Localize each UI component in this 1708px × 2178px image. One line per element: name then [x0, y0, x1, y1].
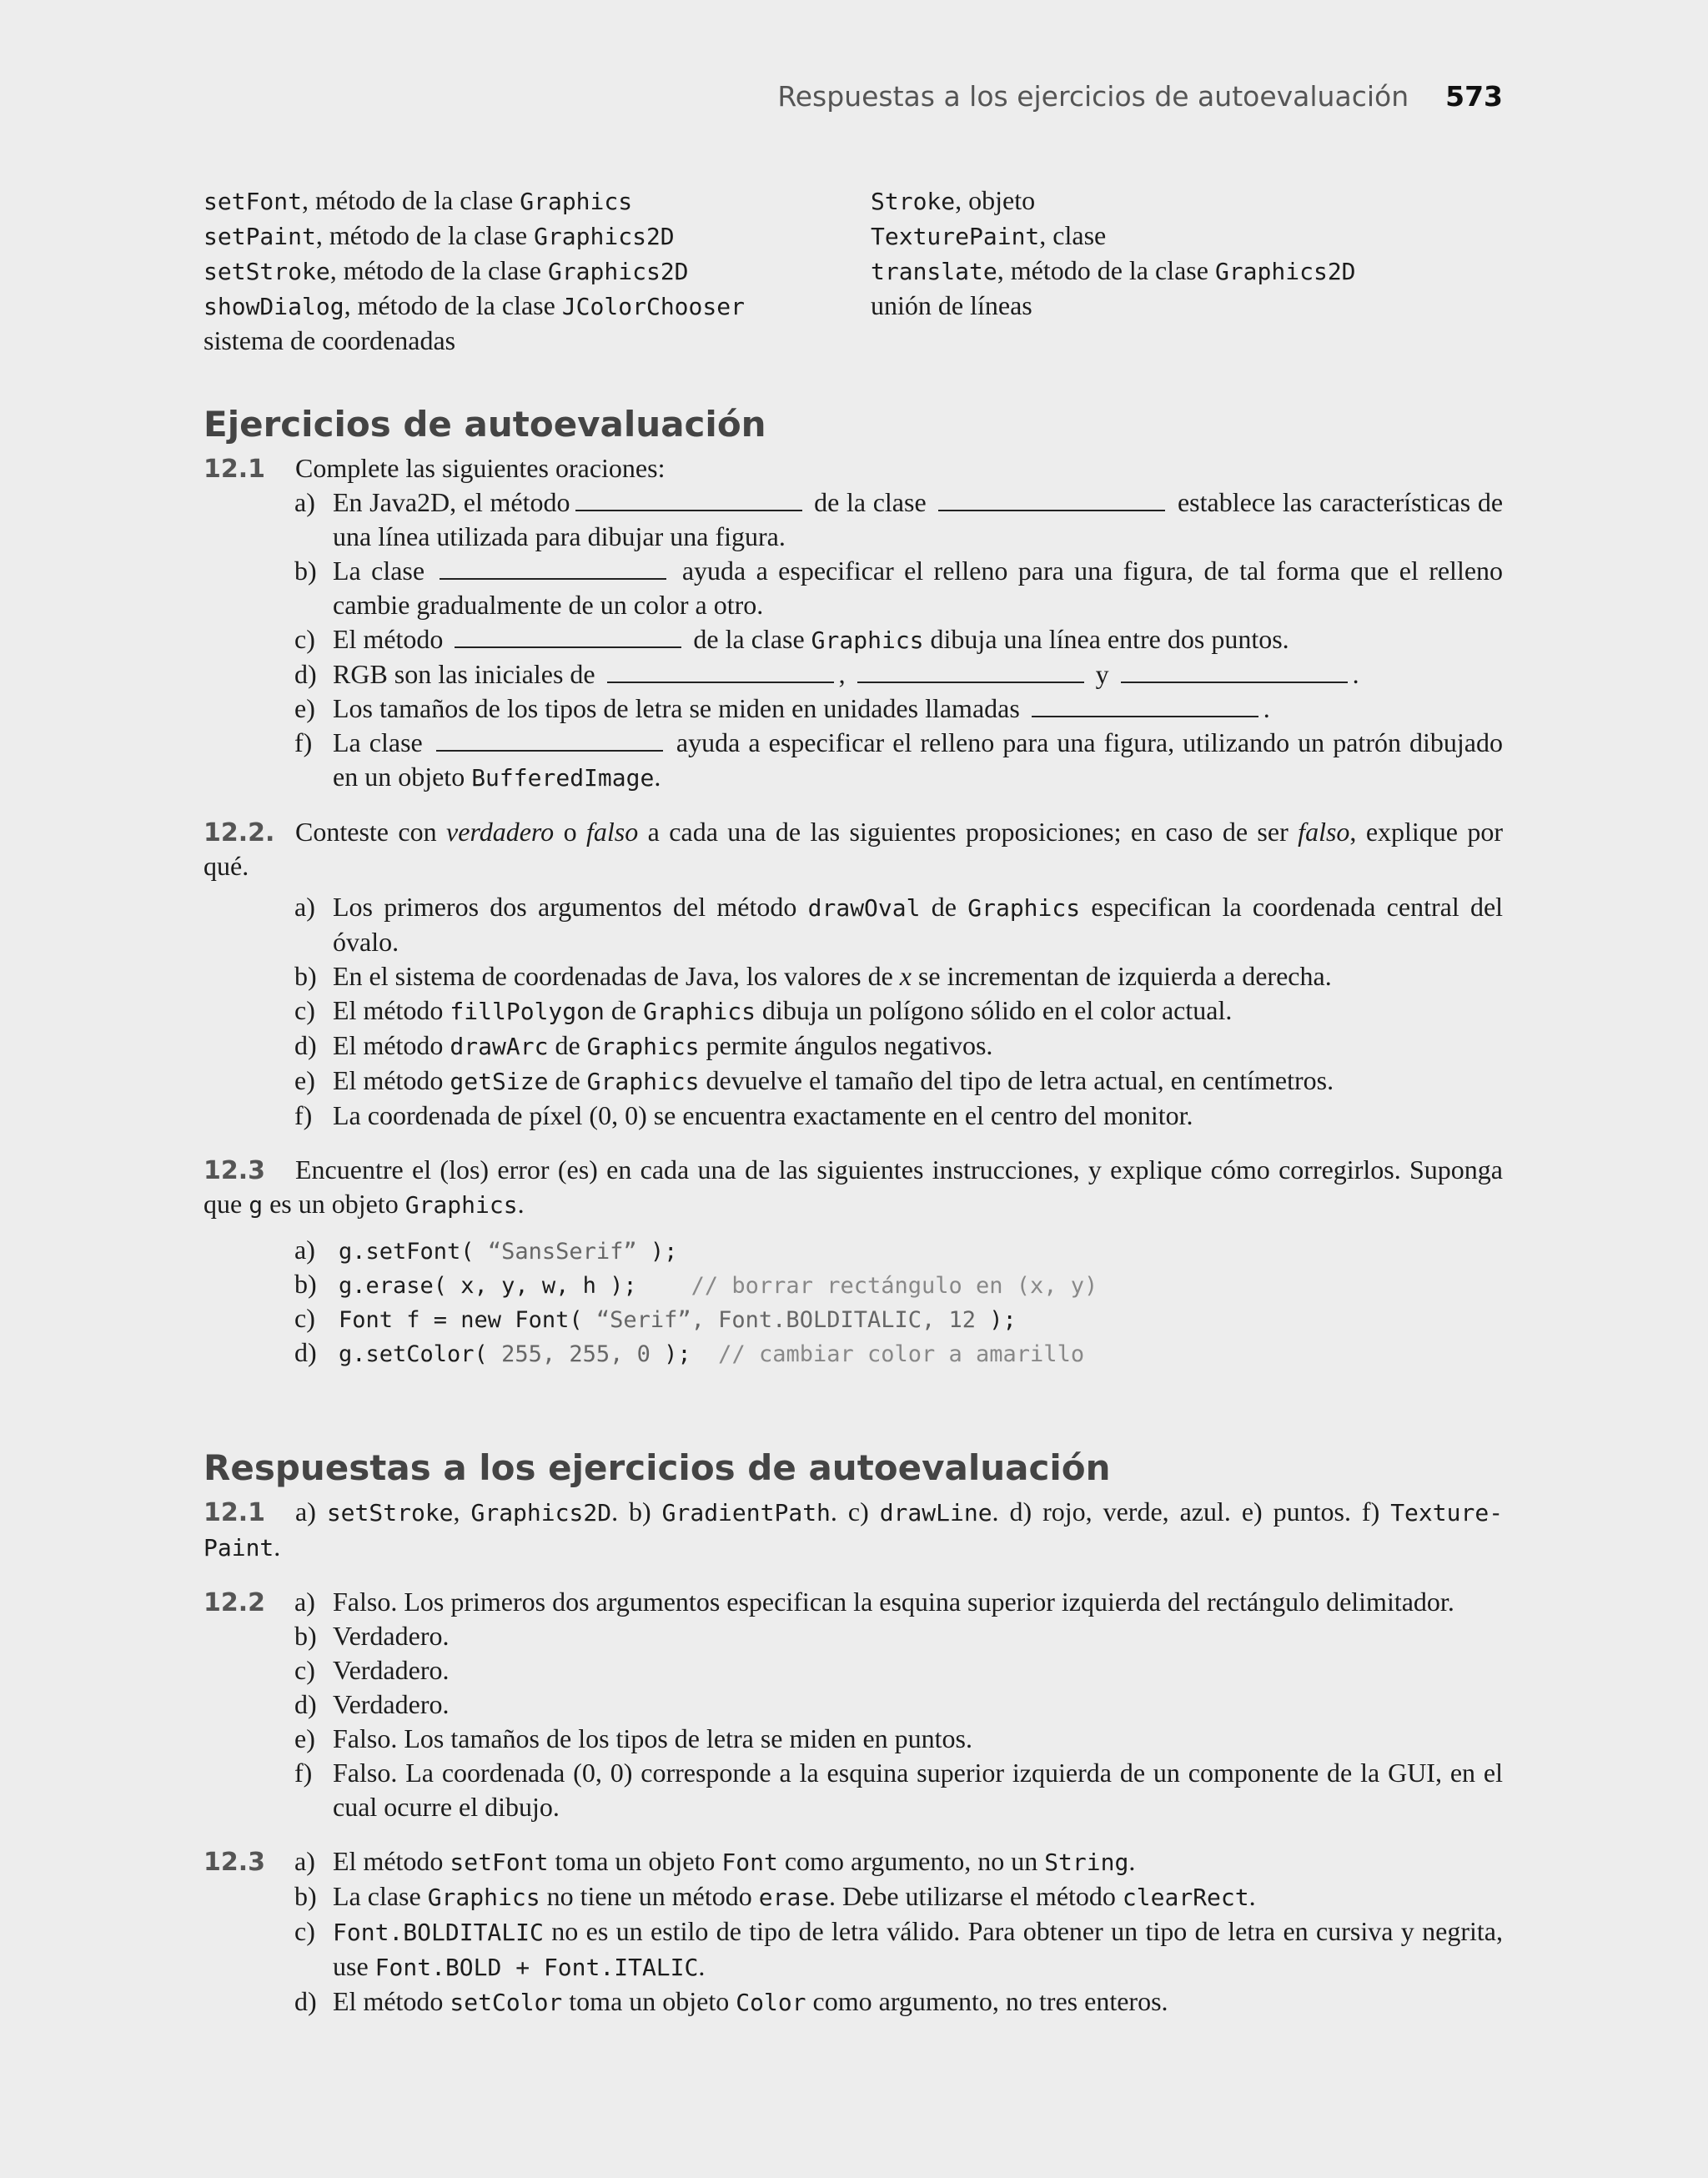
list-item: f) Falso. La coordenada (0, 0) corresponde a la esquina superior izquierda de un componente de la GUI, en el cual ocurre el dibujo. [294, 1758, 1503, 1822]
list-item: a) Los primeros dos argumentos del método drawOval de Graphics especifican la coordenada central del óvalo. [294, 892, 1504, 957]
list-item: f) La clase ayuda a especificar el relleno para una figura, utilizando un patrón dibujado en un objeto BufferedImage. [294, 727, 1504, 792]
list-item: f) La coordenada de píxel (0, 0) se encuentra exactamente en el centro del monitor. [294, 1100, 1193, 1130]
answer-number: 12.2 [203, 1588, 266, 1617]
blank-line [575, 486, 802, 511]
code-line: b) g.erase( x, y, w, h ); // borrar rectángulo en (x, y) [294, 1269, 1098, 1299]
answer-items [203, 1844, 1503, 2020]
blank-line [607, 658, 834, 683]
list-item: b) En el sistema de coordenadas de Java, los valores de x se incrementan de izquierda a derecha. [294, 961, 1332, 991]
blank-line [1032, 692, 1258, 717]
section-title-answers: Respuestas a los ejercicios de autoevaluación [203, 1447, 1111, 1488]
answer-text: a) setStroke, Graphics2D. b) GradientPath. c) drawLine. d) rojo, verde, azul. e) puntos. f) Texture-Paint. [203, 1496, 1504, 1562]
exercise-stem: Conteste con verdadero o falso a cada una de las siguientes proposiciones; en caso de ser falso, explique por qué. [203, 817, 1504, 881]
list-item: e) El método getSize de Graphics devuelve el tamaño del tipo de letra actual, en centímetros. [294, 1065, 1334, 1095]
list-item: b) La clase ayuda a especificar el relleno para una figura, de tal forma que el relleno cambie gradualmente de un color a otro. [294, 556, 1504, 620]
list-item: c) Font.BOLDITALIC no es un estilo de tipo de letra válido. Para obtener un tipo de letra en cursiva y negrita, use Font.BOLD + Font.ITALIC. [294, 1916, 1504, 1981]
list-item: a) El método setFont toma un objeto Font como argumento, no un String. [294, 1846, 1136, 1876]
blank-line [1121, 658, 1348, 683]
code-line: c) Font f = new Font( “Serif”, Font.BOLDITALIC, 12 ); [294, 1303, 1017, 1333]
list-item: c) El método fillPolygon de Graphics dibuja un polígono sólido en el color actual. [294, 995, 1233, 1025]
blank-line [455, 623, 681, 648]
term-item: translate, método de la clase Graphics2D [871, 255, 1356, 285]
answer-number: 12.3 [203, 1848, 266, 1877]
blank-line [436, 727, 663, 752]
term-item: TexturePaint, clase [871, 220, 1107, 250]
code-line: a) g.setFont( “SansSerif” ); [294, 1235, 678, 1265]
exercise-stem: Encuentre el (los) error (es) en cada una de las siguientes instrucciones, y explique cómo corregirlos. Suponga que g es un objeto Graphics. [203, 1154, 1503, 1219]
page-number: 573 [1445, 80, 1503, 113]
term-item: unión de líneas [871, 290, 1032, 320]
list-item: d) El método setColor toma un objeto Color como argumento, no tres enteros. [294, 1986, 1168, 2016]
list-item: a) En Java2D, el método de la clase establece las características de una línea utilizada para dibujar una figura. [294, 487, 1504, 551]
term-item: setPaint, método de la clase Graphics2D [203, 220, 675, 250]
section-title-self-review: Ejercicios de autoevaluación [203, 404, 766, 445]
answer-items [203, 1585, 1503, 1824]
answer-12-3 [203, 1844, 1503, 2020]
list-item: b) Verdadero. [294, 1621, 450, 1651]
list-item: d) RGB son las iniciales de , y . [294, 659, 1359, 689]
exercise-items [203, 485, 1503, 795]
answer-12-1 [203, 1495, 1503, 1565]
exercise-number: 12.2. [203, 818, 275, 848]
terms-column-1 [203, 184, 745, 359]
term-item: showDialog, método de la clase JColorChooser [203, 290, 745, 320]
list-item: c) El método de la clase Graphics dibuja una línea entre dos puntos. [294, 624, 1289, 654]
blank-line [938, 486, 1165, 511]
list-item: e) Los tamaños de los tipos de letra se miden en unidades llamadas . [294, 693, 1270, 723]
exercise-stem: Complete las siguientes oraciones: [295, 453, 666, 483]
header-title: Respuestas a los ejercicios de autoevaluación [777, 80, 1409, 113]
term-item: Stroke, objeto [871, 185, 1036, 215]
list-item: d) Verdadero. [294, 1689, 450, 1719]
term-item: sistema de coordenadas [203, 325, 456, 355]
term-item: setStroke, método de la clase Graphics2D [203, 255, 689, 285]
list-item: e) Falso. Los tamaños de los tipos de letra se miden en puntos. [294, 1723, 972, 1753]
key-terms-list [203, 184, 1503, 355]
terms-column-2 [871, 184, 1356, 324]
blank-line [440, 555, 666, 580]
exercise-12-1 [203, 451, 1503, 795]
list-item: a) Falso. Los primeros dos argumentos especifican la esquina superior izquierda del rectángulo delimitador. [294, 1587, 1454, 1617]
exercise-items [203, 890, 1503, 1133]
exercise-number: 12.1 [203, 455, 266, 484]
list-item: b) La clase Graphics no tiene un método erase. Debe utilizarse el método clearRect. [294, 1881, 1256, 1911]
code-line: d) g.setColor( 255, 255, 0 ); // cambiar color a amarillo [294, 1337, 1085, 1367]
term-item: setFont, método de la clase Graphics [203, 185, 633, 215]
code-listing [203, 1234, 1503, 1371]
list-item: d) El método drawArc de Graphics permite ángulos negativos. [294, 1030, 993, 1060]
exercise-number: 12.3 [203, 1156, 266, 1185]
answer-12-2 [203, 1585, 1503, 1824]
list-item: c) Verdadero. [294, 1655, 450, 1685]
running-header [777, 80, 1503, 113]
exercise-12-2 [203, 815, 1503, 1133]
answer-number: 12.1 [203, 1498, 266, 1527]
exercise-12-3 [203, 1153, 1503, 1371]
blank-line [857, 658, 1084, 683]
page-content [203, 184, 1503, 2020]
